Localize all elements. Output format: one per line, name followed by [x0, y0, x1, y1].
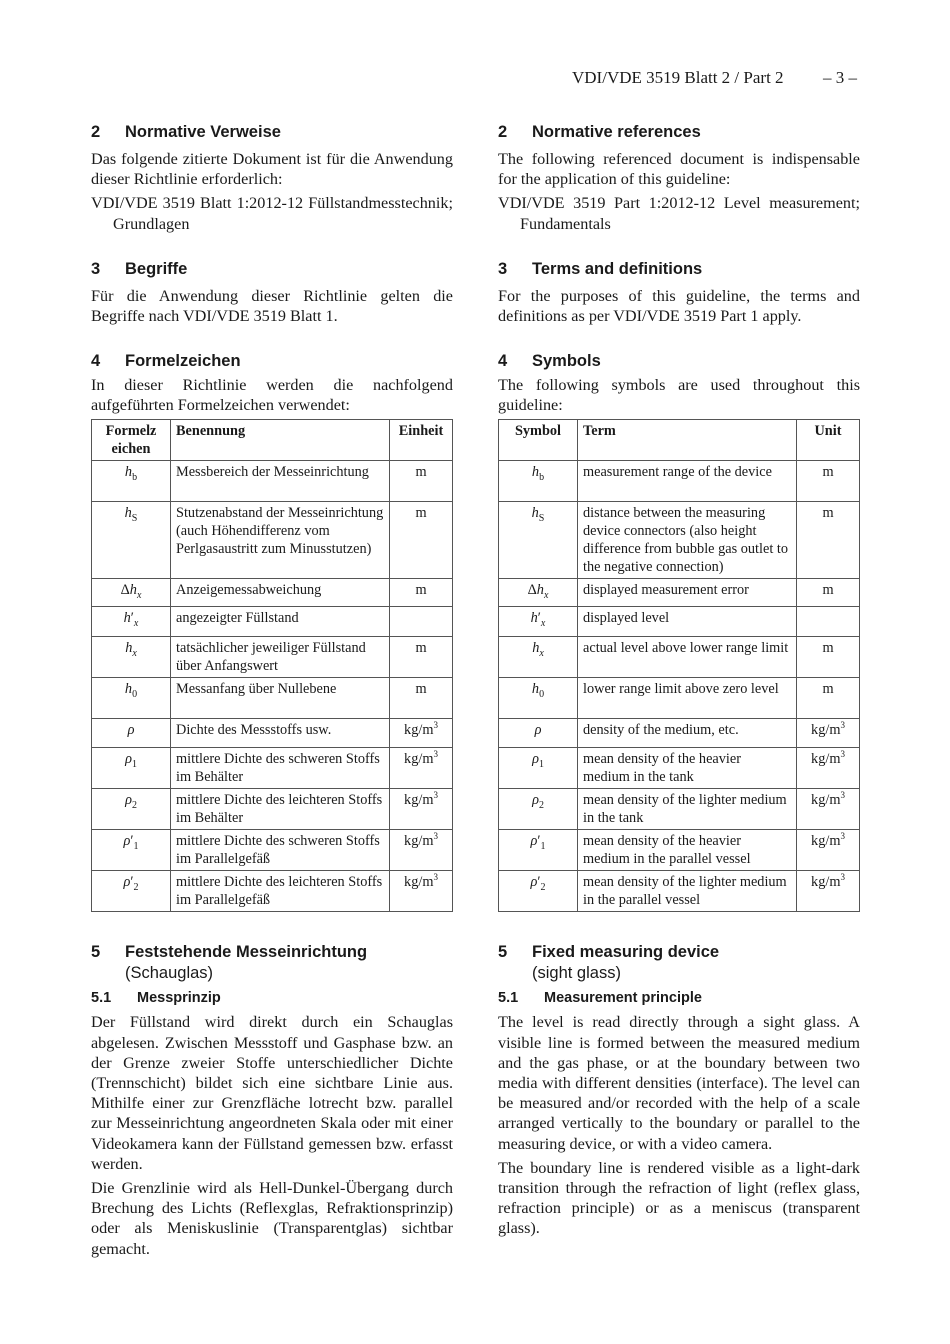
unit-cell: m: [797, 501, 860, 578]
term-cell: displayed level: [578, 607, 797, 637]
symbol-cell: $h_S$: [92, 501, 171, 578]
symbol-cell: $h_x$: [92, 637, 171, 678]
section-heading: 5 Fixed measuring device (sight glass): [498, 943, 720, 983]
term-cell: distance between the measuring device connectors (also height difference from bubble gas outlet to the negative connection): [578, 501, 797, 578]
term-cell: Dichte des Messstoffs usw.: [171, 719, 390, 748]
table-row: [92, 578, 453, 607]
paragraph: The following symbols are used throughout this guideline:: [498, 376, 860, 415]
symbol-cell: $h'_x$: [92, 607, 171, 637]
german-column: [91, 122, 453, 1259]
subsection-heading: 5.1 Measurement principle: [498, 990, 702, 1007]
symbol-cell: $\Delta h_x$: [499, 578, 578, 607]
column-header: Benennung: [171, 419, 390, 460]
symbol-cell: $\rho_1$: [499, 748, 578, 789]
unit-cell: m: [390, 678, 453, 719]
symbol-cell: $h_0$: [92, 678, 171, 719]
term-cell: Messbereich der Messeinrichtung: [171, 460, 390, 501]
term-cell: lower range limit above zero level: [578, 678, 797, 719]
table-header-row: [92, 419, 453, 460]
symbol-cell: $\rho_1$: [92, 748, 171, 789]
unit-cell: [390, 607, 453, 637]
table-row: [499, 460, 860, 501]
column-header: Symbol: [499, 419, 578, 460]
table-row: [499, 637, 860, 678]
symbols-table: [91, 419, 453, 913]
term-cell: actual level above lower range limit: [578, 637, 797, 678]
unit-cell: $kg/m^3$: [797, 748, 860, 789]
symbol-cell: $\rho'_2$: [92, 871, 171, 912]
symbol-cell: $\rho_2$: [92, 789, 171, 830]
table-row: [92, 719, 453, 748]
unit-cell: $kg/m^3$: [390, 830, 453, 871]
unit-cell: $kg/m^3$: [390, 719, 453, 748]
paragraph: The following referenced document is indispensable for the application of this guideline:: [498, 150, 860, 189]
paragraph: The boundary line is rendered visible as a light-dark transition through the refraction of light (reflex glass, refraction principle) or as a meniscus (transparent glass).: [498, 1158, 860, 1238]
term-cell: mittlere Dichte des schweren Stoffs im Parallelgefäß: [171, 830, 390, 871]
table-header-row: [499, 419, 860, 460]
table-row: [92, 830, 453, 871]
term-cell: mittlere Dichte des schweren Stoffs im Behälter: [171, 748, 390, 789]
normative-reference: VDI/VDE 3519 Blatt 1:2012-12 Füllstandmesstechnik; Grundlagen: [91, 194, 453, 233]
table-body: [499, 460, 860, 912]
table-row: [499, 748, 860, 789]
term-cell: angezeigter Füllstand: [171, 607, 390, 637]
table-row: [499, 501, 860, 578]
term-cell: displayed measurement error: [578, 578, 797, 607]
term-cell: mean density of the heavier medium in the parallel vessel: [578, 830, 797, 871]
section-heading: 2 Normative Verweise: [91, 123, 281, 141]
unit-cell: $kg/m^3$: [797, 871, 860, 912]
unit-cell: [797, 607, 860, 637]
term-cell: mittlere Dichte des leichteren Stoffs im Behälter: [171, 789, 390, 830]
paragraph: Für die Anwendung dieser Richtlinie gelten die Begriffe nach VDI/VDE 3519 Blatt 1.: [91, 286, 453, 326]
term-cell: mittlere Dichte des leichteren Stoffs im Parallelgefäß: [171, 871, 390, 912]
standard-id: VDI/VDE 3519 Blatt 2 / Part 2: [572, 68, 784, 87]
symbol-cell: $\Delta h_x$: [92, 578, 171, 607]
page-number: – 3 –: [823, 68, 857, 87]
paragraph: For the purposes of this guideline, the terms and definitions as per VDI/VDE 3519 Part 1 apply.: [498, 286, 860, 326]
paragraph: Das folgende zitierte Dokument ist für die Anwendung dieser Richtlinie erforderlich:: [91, 150, 453, 189]
table-row: [499, 871, 860, 912]
unit-cell: m: [390, 460, 453, 501]
symbol-cell: ρ: [499, 719, 578, 748]
symbol-cell: $h_S$: [499, 501, 578, 578]
unit-cell: $kg/m^3$: [390, 789, 453, 830]
column-header: Formelzeichen: [92, 419, 171, 460]
symbol-cell: $h_x$: [499, 637, 578, 678]
symbol-cell: $h_0$: [499, 678, 578, 719]
paragraph: Der Füllstand wird direkt durch ein Schauglas abgelesen. Zwischen Messstoff und Gasphase bzw. an der Grenze zweier Stoffe unterschiedlicher Dichte (Trennschicht) bildet sich eine sichtbare Linie aus. Mithilfe einer zur Grenzfläche lotrecht bzw. parallel zur Messeinrichtung angeordneten Skala oder mit einer Videokamera kann der Füllstand gemessen bzw. erfasst werden.: [91, 1013, 453, 1173]
term-cell: measurement range of the device: [578, 460, 797, 501]
table-row: [92, 871, 453, 912]
section-heading: 4 Formelzeichen: [91, 352, 241, 371]
unit-cell: m: [390, 637, 453, 678]
term-cell: mean density of the lighter medium in the parallel vessel: [578, 871, 797, 912]
table-row: [92, 637, 453, 678]
unit-cell: m: [390, 578, 453, 607]
table-row: [499, 789, 860, 830]
paragraph: Die Grenzlinie wird als Hell-Dunkel-Übergang durch Brechung des Lichts (Reflexglas, Refraktionsprinzip) oder als Meniskuslinie (Transparentglas) sichtbar gemacht.: [91, 1178, 453, 1258]
paragraph: The level is read directly through a sight glass. A visible line is formed between the measured medium and the gas phase, or at the boundary between two media with different densities (interface). The level can be measured and/or recorded with the help of a scale arranged vertically to the boundary or parallel to the measuring device, or with a video camera.: [498, 1013, 860, 1153]
table-row: [92, 501, 453, 578]
term-cell: Messanfang über Nullebene: [171, 678, 390, 719]
symbol-cell: $h'_x$: [499, 607, 578, 637]
table-body: [92, 460, 453, 912]
paragraph: In dieser Richtlinie werden die nachfolgend aufgeführten Formelzeichen verwendet:: [91, 376, 453, 415]
unit-cell: $kg/m^3$: [797, 830, 860, 871]
column-header: Term: [578, 419, 797, 460]
table-row: [92, 607, 453, 637]
normative-reference: VDI/VDE 3519 Part 1:2012-12 Level measurement; Fundamentals: [498, 194, 860, 233]
term-cell: density of the medium, etc.: [578, 719, 797, 748]
table-row: [92, 678, 453, 719]
section-heading: 2 Normative references: [498, 123, 701, 141]
unit-cell: $kg/m^3$: [797, 789, 860, 830]
unit-cell: m: [797, 460, 860, 501]
table-row: [499, 830, 860, 871]
unit-cell: m: [797, 678, 860, 719]
table-row: [92, 789, 453, 830]
section-heading: 4 Symbols: [498, 352, 601, 371]
table-row: [499, 719, 860, 748]
symbols-table: [498, 419, 860, 913]
unit-cell: m: [390, 501, 453, 578]
symbol-cell: $\rho_2$: [499, 789, 578, 830]
term-cell: tatsächlicher jeweiliger Füllstand über Anfangswert: [171, 637, 390, 678]
term-cell: Stutzenabstand der Messeinrichtung (auch Höhendifferenz vom Perlgasaustritt zum Minusstutzen): [171, 501, 390, 578]
section-heading: 3 Terms and definitions: [498, 259, 703, 278]
table-row: [499, 607, 860, 637]
column-header: Unit: [797, 419, 860, 460]
unit-cell: $kg/m^3$: [390, 871, 453, 912]
subsection-heading: 5.1 Messprinzip: [91, 990, 221, 1007]
section-heading: 3 Begriffe: [91, 259, 188, 278]
symbol-cell: $\rho'_1$: [499, 830, 578, 871]
table-row: [92, 748, 453, 789]
table-row: [92, 460, 453, 501]
symbol-cell: ρ: [92, 719, 171, 748]
table-row: [499, 678, 860, 719]
table-row: [499, 578, 860, 607]
section-heading: 5 Feststehende Messeinrichtung (Schauglas): [91, 943, 368, 983]
symbol-cell: $\rho'_2$: [499, 871, 578, 912]
unit-cell: $kg/m^3$: [797, 719, 860, 748]
unit-cell: m: [797, 637, 860, 678]
term-cell: Anzeigemessabweichung: [171, 578, 390, 607]
term-cell: mean density of the lighter medium in the tank: [578, 789, 797, 830]
page-header: [0, 68, 950, 90]
unit-cell: m: [797, 578, 860, 607]
column-header: Einheit: [390, 419, 453, 460]
symbol-cell: $h_b$: [92, 460, 171, 501]
symbol-cell: $\rho'_1$: [92, 830, 171, 871]
english-column: [498, 122, 860, 1239]
symbol-cell: $h_b$: [499, 460, 578, 501]
unit-cell: $kg/m^3$: [390, 748, 453, 789]
term-cell: mean density of the heavier medium in the tank: [578, 748, 797, 789]
